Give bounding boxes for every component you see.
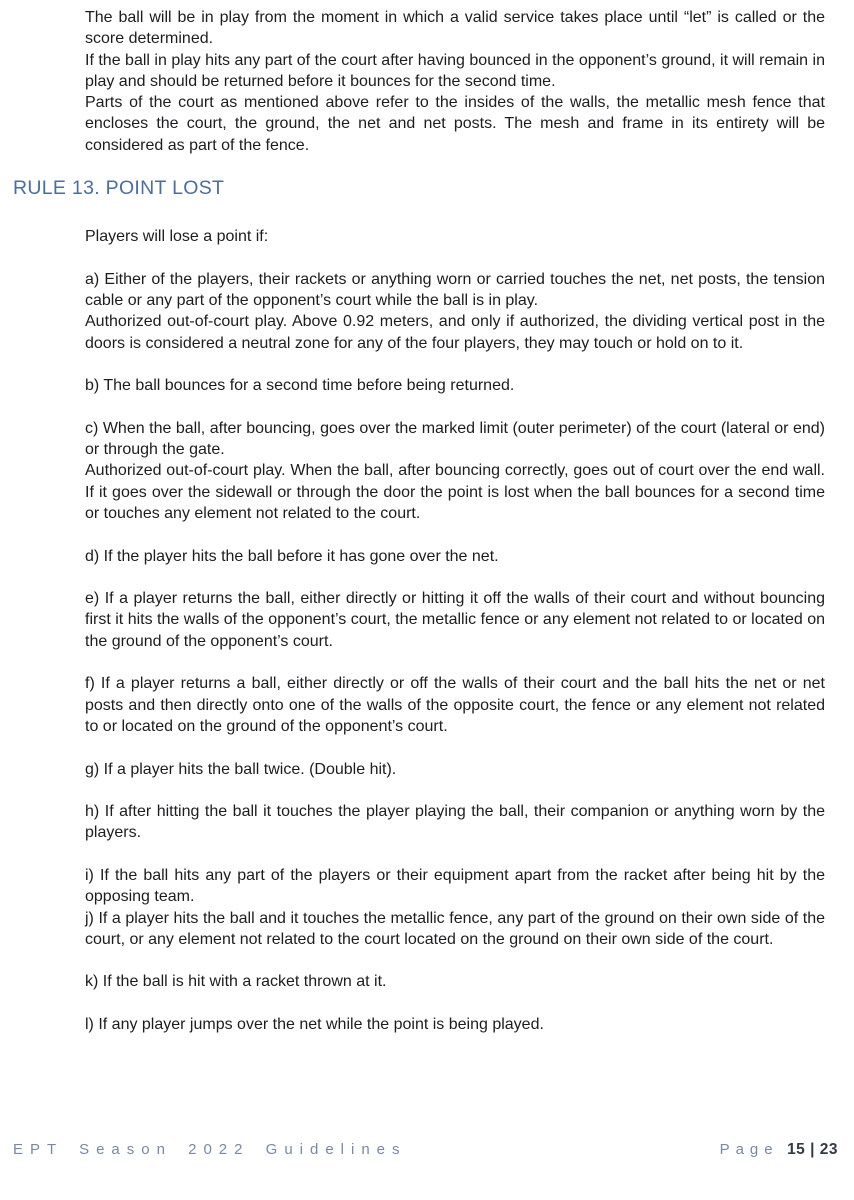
rule-item-f: f) If a player returns a ball, either directly or off the walls of their court and the ball hits the net or net posts and then directly onto one of the walls of the opposite court, the fence or any element not related to or located on the ground of the opponent’s court. (85, 675, 825, 735)
footer-document-title: EPT Season 2022 Guidelines (13, 1141, 407, 1158)
rule-item-k: k) If the ball is hit with a racket thrown at it. (85, 973, 387, 991)
section-heading-rule-13: RULE 13. POINT LOST (13, 177, 225, 200)
rule-item-g: g) If a player hits the ball twice. (Double hit). (85, 760, 397, 778)
footer-page-number: 15 | 23 (787, 1141, 838, 1158)
rule-item-e: e) If a player returns the ball, either directly or hitting it off the walls of their court and without bouncing first it hits the walls of the opponent’s court, the metallic fence or any element not related to or located on the ground of the opponent’s court. (85, 590, 825, 650)
footer-page-label: Page (719, 1141, 779, 1158)
rule-item-a: a) Either of the players, their rackets or anything worn or carried touches the net, net posts, the tension cable or any part of the opponent’s court while the ball is in play. (85, 270, 825, 309)
footer-page-indicator (720, 1141, 838, 1159)
rule-item-c-note: Authorized out-of-court play. When the ball, after bouncing correctly, goes out of court over the end wall. If it goes over the sidewall or through the door the point is lost when the ball bounces for a second time or touches any element not related to the court. (85, 462, 825, 522)
intro-paragraph-2: If the ball in play hits any part of the court after having bounced in the opponent’s ground, it will remain in play and should be returned before it bounces for the second time. (85, 51, 825, 90)
rule-item-l: l) If any player jumps over the net while the point is being played. (85, 1016, 544, 1034)
rule-item-h: h) If after hitting the ball it touches the player playing the ball, their companion or anything worn by the players. (85, 803, 825, 842)
intro-paragraph-1: The ball will be in play from the moment in which a valid service takes place until “let” is called or the score determined. (85, 9, 825, 48)
rule-13-section (13, 226, 825, 1035)
rule-item-c: c) When the ball, after bouncing, goes over the marked limit (outer perimeter) of the court (lateral or end) or through the gate. (85, 419, 825, 459)
rule-item-j: j) If a player hits the ball and it touches the metallic fence, any part of the ground on their own side of the court, or any element not related to the court located on the ground on their own side of the court. (85, 909, 825, 948)
rule-item-b: b) The ball bounces for a second time before being returned. (85, 377, 515, 395)
rule-item-d: d) If the player hits the ball before it has gone over the net. (85, 547, 499, 565)
intro-paragraph-3: Parts of the court as mentioned above refer to the insides of the walls, the metallic mesh fence that encloses the court, the ground, the net and net posts. The mesh and frame in its entirety will be considered as part of the fence. (85, 94, 825, 154)
rule-item-a-note: Authorized out-of-court play. Above 0.92 meters, and only if authorized, the dividing vertical post in the doors is considered a neutral zone for any of the four players, they may touch or hold on to it. (85, 313, 825, 352)
rule-item-i: i) If the ball hits any part of the players or their equipment apart from the racket after being hit by the opposing team. (85, 866, 825, 906)
page-footer (13, 1141, 838, 1159)
rule-lead-sentence: Players will lose a point if: (85, 228, 269, 246)
